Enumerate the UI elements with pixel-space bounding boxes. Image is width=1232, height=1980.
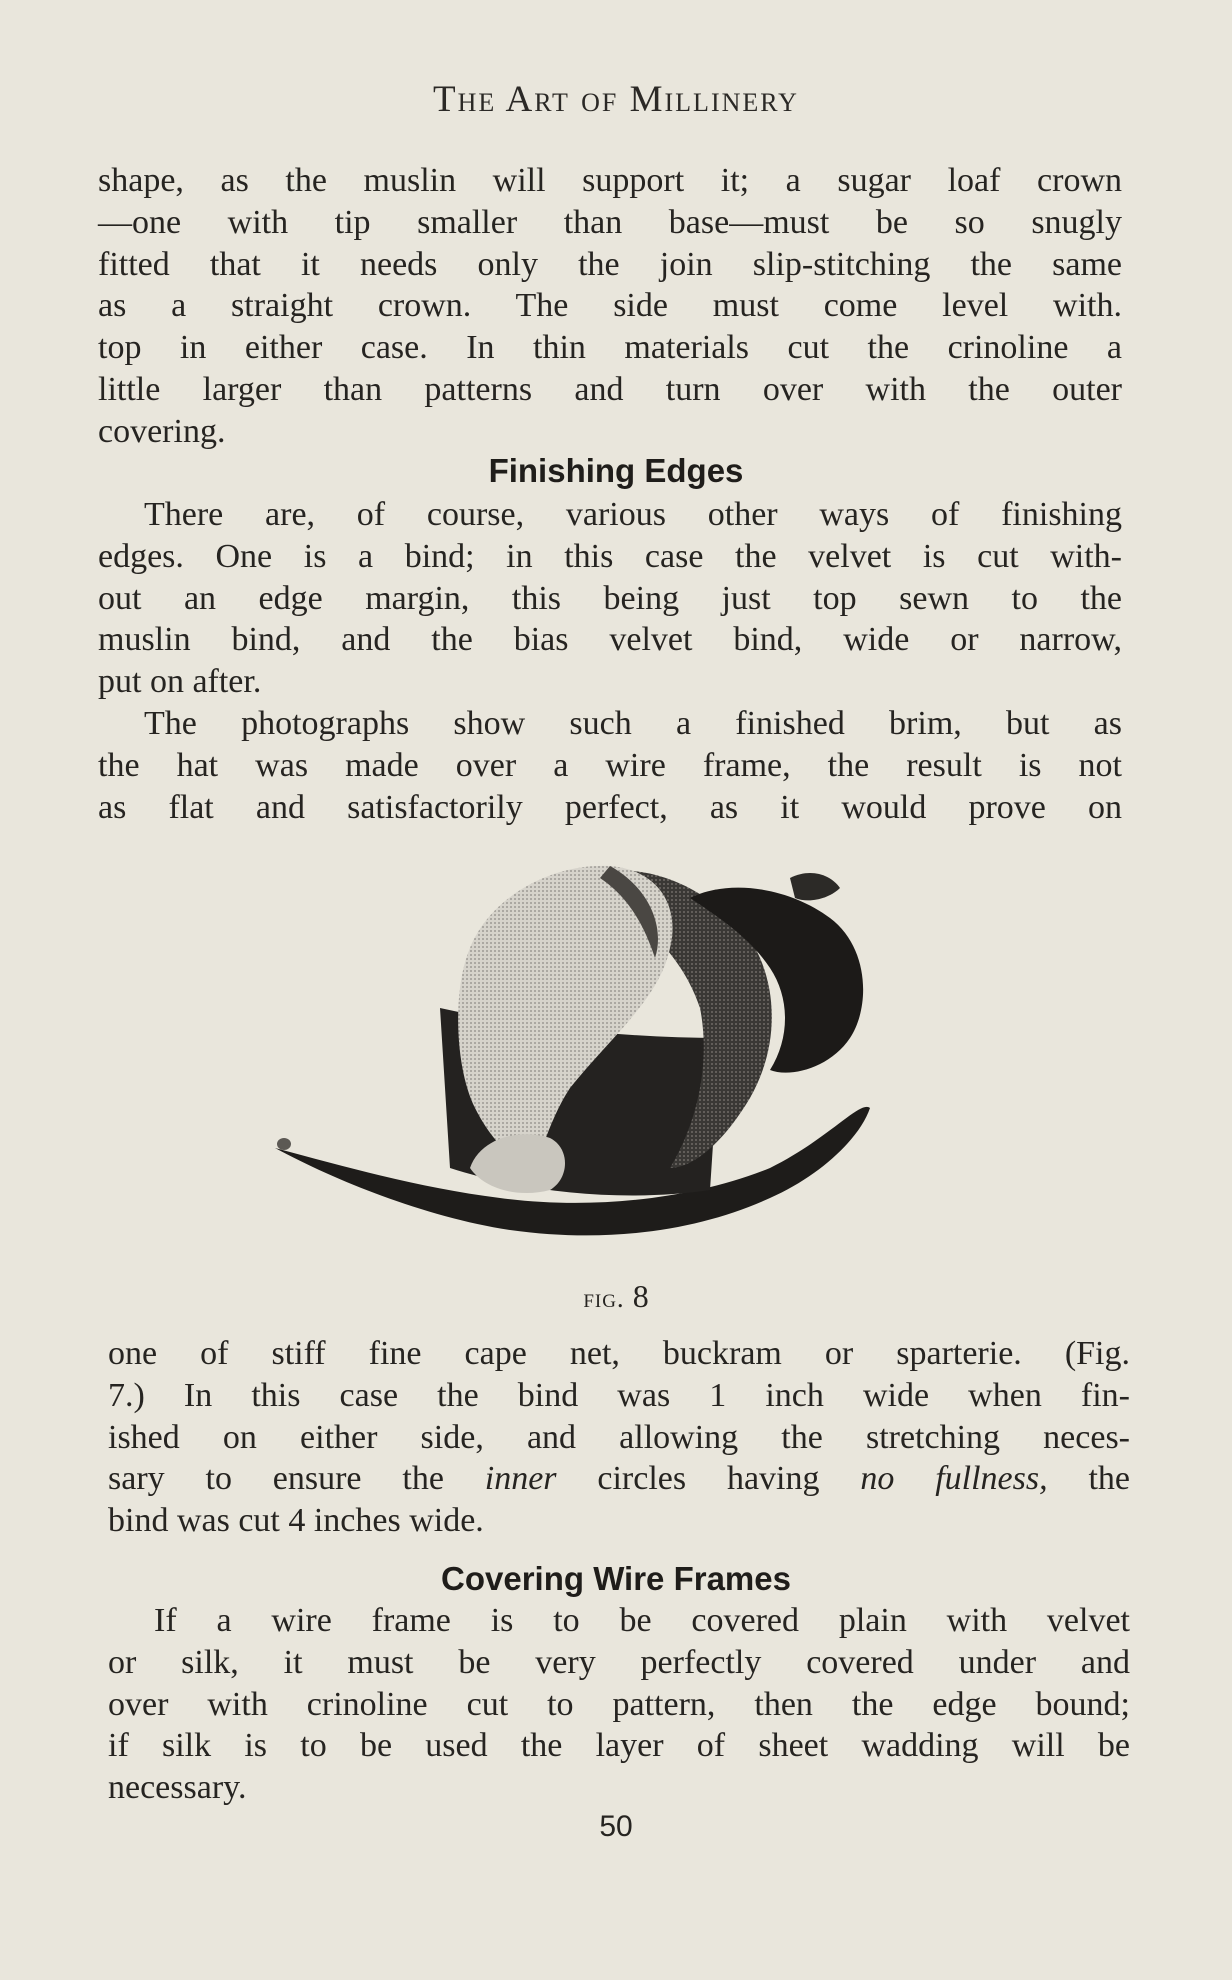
text-line: necessary.: [108, 1769, 247, 1807]
figure-caption-prefix: fig.: [583, 1283, 625, 1313]
hat-photograph-figure: [270, 838, 950, 1258]
text-line: little larger than patterns and turn over with the outer: [98, 370, 1122, 408]
paragraph-finishing-2: [98, 703, 1122, 828]
emphasis-inner: inner: [484, 1460, 557, 1498]
text-run: circles having: [556, 1460, 861, 1498]
continuation-paragraph: [108, 1333, 1130, 1542]
figure-caption-number: 8: [632, 1278, 649, 1314]
text-line: fitted that it needs only the join slip-stitching the same: [98, 245, 1122, 283]
text-line: The photographs show such a finished brim, but as: [144, 705, 1122, 742]
text-line: There are, of course, various other ways of finishing: [144, 496, 1122, 533]
text-line: [108, 1458, 1130, 1500]
text-line: top in either case. In thin materials cut the crinoline a: [98, 329, 1122, 367]
figure-caption: [0, 1278, 1232, 1315]
emphasis-no-fullness: no fullness,: [860, 1460, 1048, 1498]
text-line: edges. One is a bind; in this case the velvet is cut with-: [98, 537, 1122, 575]
text-line: if silk is to be used the layer of sheet wadding will be: [108, 1727, 1130, 1765]
text-run: sary to ensure the: [108, 1460, 485, 1498]
page-number: 50: [599, 1810, 633, 1843]
paragraph-covering: [108, 1600, 1130, 1809]
text-line: 7.) In this case the bind was 1 inch wide when fin-: [108, 1376, 1130, 1414]
text-run: the: [1047, 1460, 1130, 1498]
text-line: muslin bind, and the bias velvet bind, wide or narrow,: [98, 621, 1122, 659]
text-line: shape, as the muslin will support it; a sugar loaf crown: [98, 162, 1122, 199]
text-line: covering.: [98, 412, 226, 450]
text-line: out an edge margin, this being just top sewn to the: [98, 579, 1122, 617]
text-line: or silk, it must be very perfectly covered under and: [108, 1643, 1130, 1681]
section-heading-covering-wire-frames: Covering Wire Frames: [441, 1560, 791, 1597]
text-line: the hat was made over a wire frame, the result is not: [98, 746, 1122, 784]
section-heading-finishing-edges: Finishing Edges: [488, 452, 744, 489]
text-line: bind was cut 4 inches wide.: [108, 1502, 484, 1540]
text-line: over with crinoline cut to pattern, then the edge bound;: [108, 1685, 1130, 1723]
text-line: as flat and satisfactorily perfect, as it would prove on: [98, 788, 1122, 826]
running-head: The Art of Millinery: [433, 79, 799, 120]
text-line: one of stiff fine cape net, buckram or sparterie. (Fig.: [108, 1335, 1130, 1372]
text-line: as a straight crown. The side must come level with.: [98, 287, 1122, 325]
top-paragraph: [98, 160, 1122, 453]
text-line: ished on either side, and allowing the stretching neces-: [108, 1418, 1130, 1456]
text-line: —one with tip smaller than base—must be so snugly: [98, 203, 1122, 241]
text-line: put on after.: [98, 663, 262, 701]
text-line: If a wire frame is to be covered plain with velvet: [154, 1602, 1130, 1639]
paragraph-finishing-1: [98, 494, 1122, 703]
